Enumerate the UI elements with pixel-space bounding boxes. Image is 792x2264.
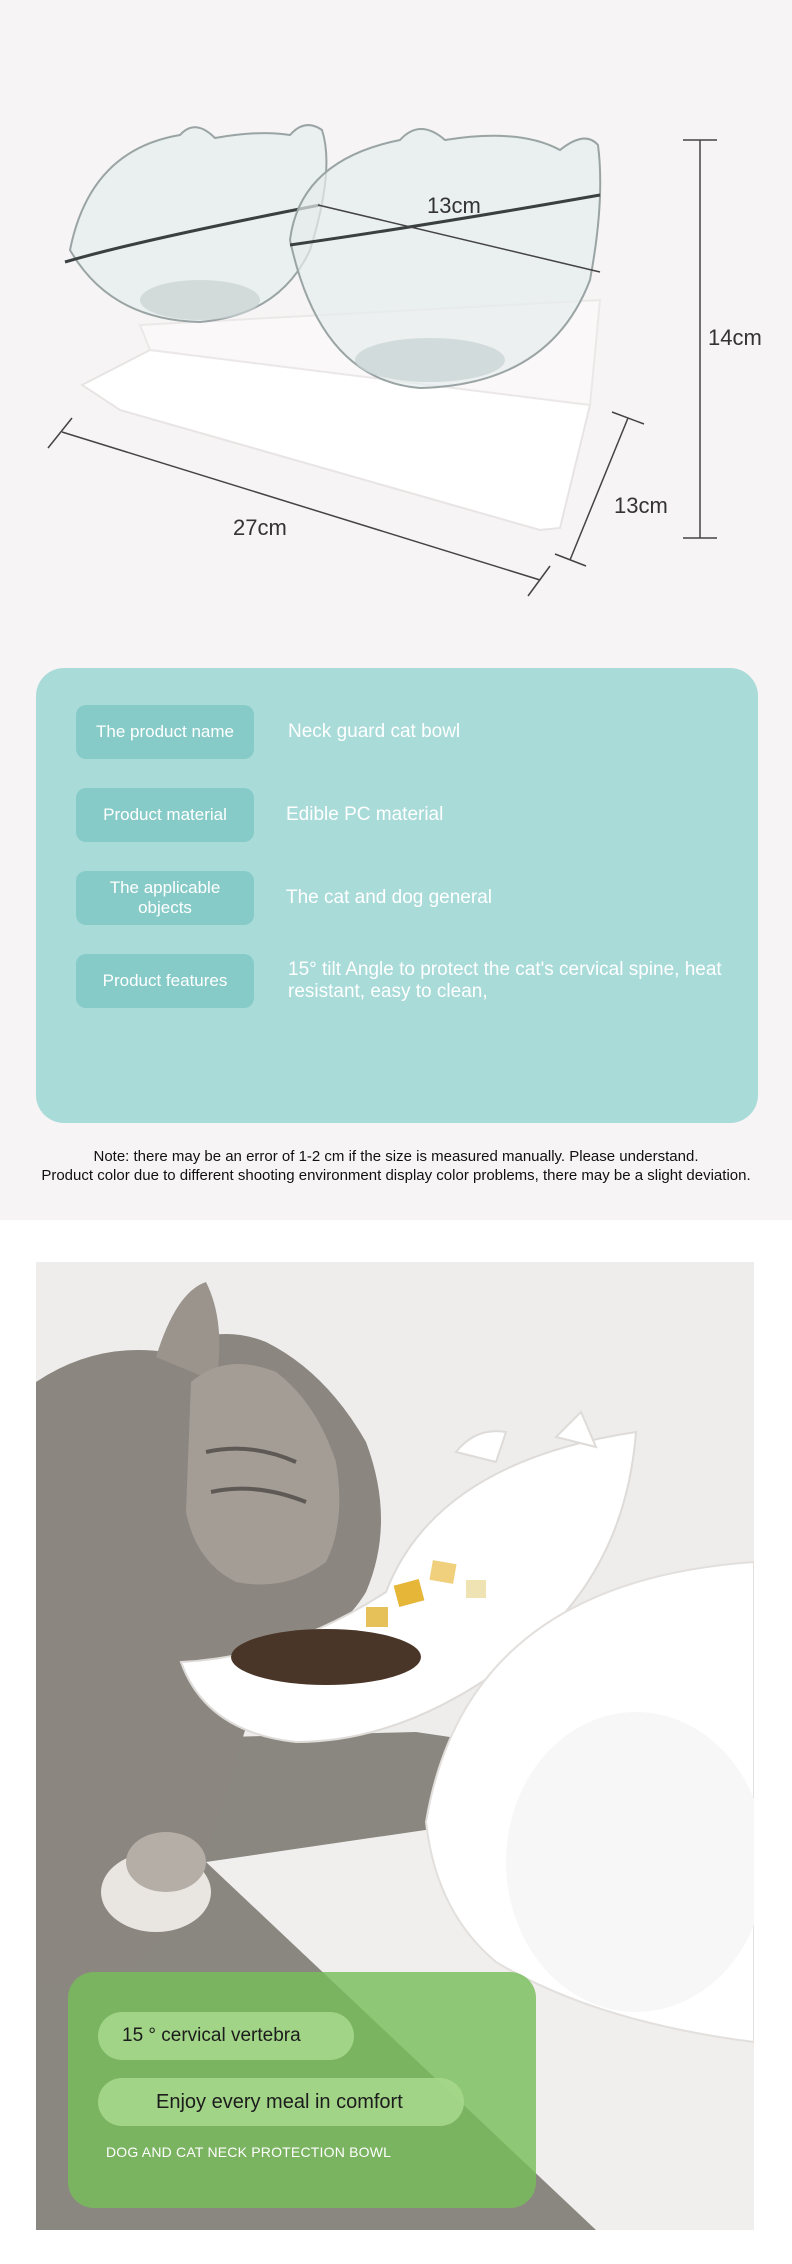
spec-value: The cat and dog general [286,887,492,908]
promo-banner [68,1972,536,2208]
spec-row [36,705,758,761]
bowl-dimension-illustration [0,0,792,640]
spec-key: Product material [76,788,254,842]
cervical-vertebra-badge: 15 ° cervical vertebra [98,2012,354,2060]
color-note: Product color due to different shooting environment display color problems, there may be a slight deviation. [41,1167,751,1184]
promo-caption: DOG AND CAT NECK PROTECTION BOWL [106,2144,392,2160]
spec-key: Product features [76,954,254,1008]
spec-value: Neck guard cat bowl [288,721,461,742]
width-label: 27cm [233,515,287,540]
spec-key: The product name [76,705,254,759]
spec-table [36,668,758,1123]
spec-key: The applicable objects [76,871,254,925]
spec-row [36,871,758,927]
spec-value: Edible PC material [286,804,444,825]
spec-row [36,954,758,1010]
measurement-note: Note: there may be an error of 1-2 cm if the size is measured manually. Please understand. [93,1148,699,1165]
spec-value: 15° tilt Angle to protect the cat's cervical spine, heat resistant, easy to clean, [288,959,722,1002]
bowl-diameter-label: 13cm [427,193,481,218]
comfort-badge: Enjoy every meal in comfort [98,2078,464,2126]
spec-row [36,788,758,844]
product-photo [36,1262,754,2230]
depth-label: 13cm [614,493,668,518]
height-label: 14cm [708,325,762,350]
